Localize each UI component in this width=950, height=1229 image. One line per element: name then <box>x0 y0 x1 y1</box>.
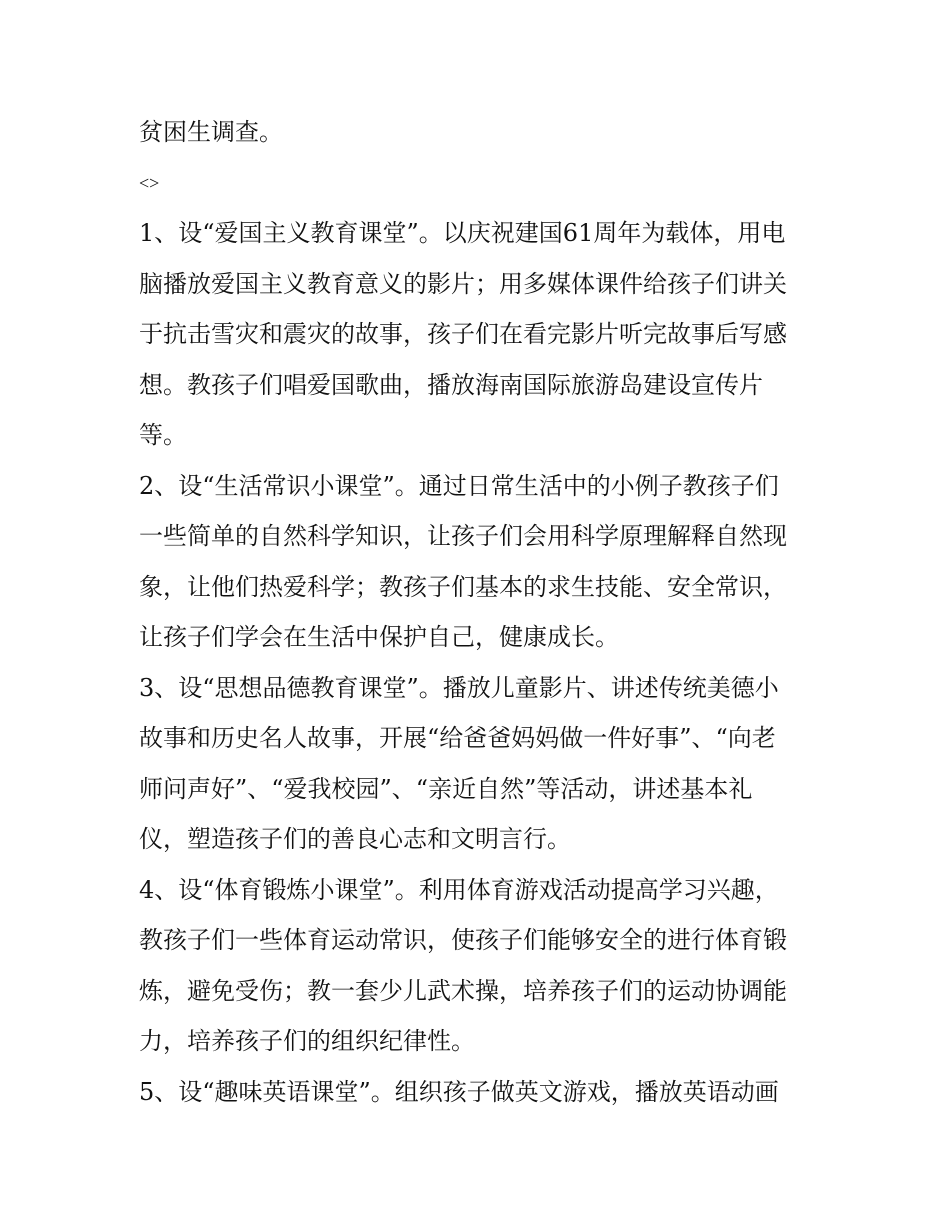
text-line: 让孩子们学会在生活中保护自己，健康成长。 <box>139 623 619 651</box>
text-line: 1、设“爱国主义教育课堂”。以庆祝建国61周年为载体，用电 <box>139 219 786 247</box>
text-line: 2、设“生活常识小课堂”。通过日常生活中的小例子教孩子们 <box>139 471 779 500</box>
text-line: 力，培养孩子们的组织纪律性。 <box>139 1027 475 1055</box>
text-line: 脑播放爱国主义教育意义的影片；用多媒体课件给孩子们讲关 <box>139 269 787 298</box>
text-line: 3、设“思想品德教育课堂”。播放儿童影片、讲述传统美德小 <box>139 673 779 702</box>
text-line: 故事和历史名人故事，开展“给爸爸妈妈做一件好事”、“向老 <box>139 724 776 752</box>
text-line: 4、设“体育锻炼小课堂”。利用体育游戏活动提高学习兴趣， <box>139 875 779 904</box>
text-line: 等。 <box>139 421 187 449</box>
text-line: 象，让他们热爱科学；教孩子们基本的求生技能、安全常识， <box>139 572 787 601</box>
text-line: 贫困生调查。 <box>139 118 283 146</box>
document-body <box>139 107 819 1117</box>
text-line: 一些简单的自然科学知识，让孩子们会用科学原理解释自然现 <box>139 522 787 550</box>
text-line: 5、设“趣味英语课堂”。组织孩子做英文游戏，播放英语动画 <box>139 1077 779 1106</box>
text-line: 炼，避免受伤；教一套少儿武术操，培养孩子们的运动协调能 <box>139 976 787 1005</box>
text-line: 想。教孩子们唱爱国歌曲，播放海南国际旅游岛建设宣传片 <box>139 370 763 399</box>
text-line: 仪，塑造孩子们的善良心志和文明言行。 <box>139 825 571 853</box>
text-line: 于抗击雪灾和震灾的故事，孩子们在看完影片听完故事后写感 <box>139 320 787 348</box>
text-line: 师问声好”、“爱我校园”、“亲近自然”等活动，讲述基本礼 <box>139 774 753 803</box>
text-line-marker: <> <box>139 172 160 193</box>
text-line: 教孩子们一些体育运动常识，使孩子们能够安全的进行体育锻 <box>139 926 787 954</box>
